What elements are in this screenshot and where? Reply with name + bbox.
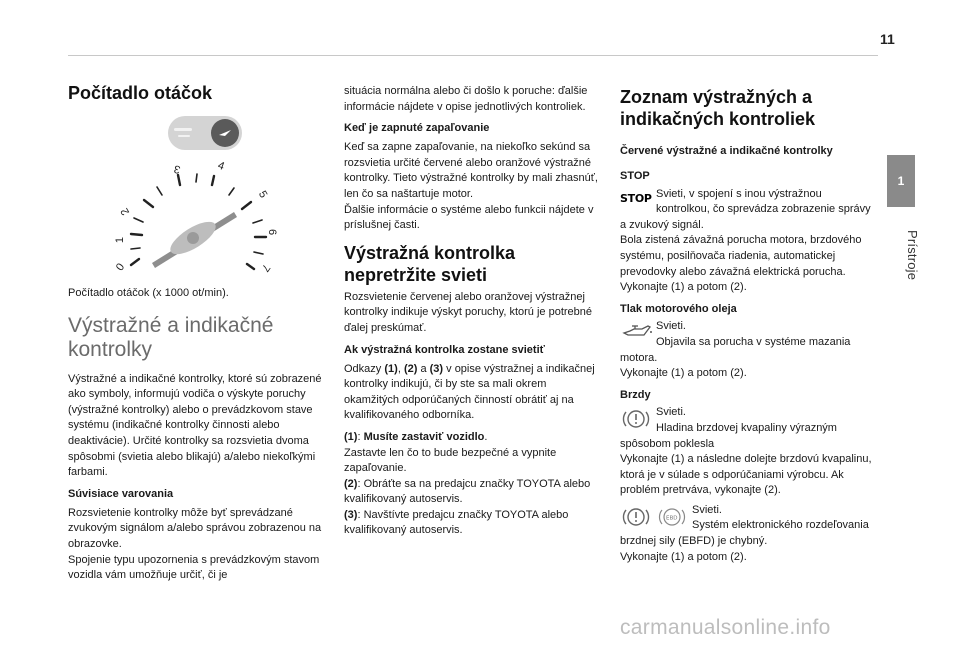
page-number: 11	[880, 31, 895, 47]
gauge-label: 3	[172, 162, 182, 176]
warning-lights-section-title: Výstražné a indikačné kontrolky	[68, 313, 274, 361]
stop-text-inline: Svieti, v spojení s inou výstražnou kontrolkou, čo sprevádza zobrazenie správy a zvukový signál.	[620, 187, 871, 231]
stop-entry	[620, 187, 878, 296]
brakes-heading: Brzdy	[620, 388, 651, 401]
gauge-label: 4	[216, 159, 226, 173]
gauge-label: 1	[114, 236, 126, 244]
stop-icon	[620, 189, 654, 211]
stays-on-pre: Odkazy	[344, 362, 385, 375]
gauge-label: 2	[118, 205, 133, 218]
oil-can-icon	[620, 321, 654, 343]
step-1-period: .	[484, 430, 488, 443]
step-1-label: (1)	[344, 430, 358, 443]
stop-heading: STOP	[620, 170, 650, 182]
stop-text-more: Bola zistená závažná porucha motora, brzdového systému, posilňovača riadenia, automatickej prevodovky alebo závažná elektrická porucha.	[620, 234, 862, 278]
ref-comma: ,	[397, 362, 404, 375]
brakes-text: Hladina brzdovej kvapaliny výrazným spôsobom poklesla	[620, 421, 837, 450]
ref-2: (2)	[403, 362, 418, 375]
oil-on: Svieti.	[656, 320, 686, 333]
brakes-entry	[620, 405, 878, 499]
chapter-tab-label: Prístroje	[905, 230, 920, 281]
ref-1: (1)	[384, 362, 398, 375]
warning-list-title: Zoznam výstražných a indikačných kontroliek	[620, 87, 816, 129]
tachometer-caption: Počítadlo otáčok (x 1000 ot/min).	[68, 287, 229, 299]
step-1-bold: Musíte zastaviť vozidlo	[363, 430, 485, 443]
ebfd-action: Vykonajte (1) a potom (2).	[620, 550, 747, 563]
top-divider	[68, 55, 878, 56]
step-3-label: (3)	[344, 508, 358, 521]
oil-pressure-heading: Tlak motorového oleja	[620, 302, 737, 315]
column-1	[68, 82, 330, 590]
watermark: carmanualsonline.info	[620, 616, 831, 639]
ebfd-text: Systém elektronického rozdeľovania brzdnej sily (EBFD) je chybný.	[620, 519, 869, 548]
related-warnings-text: Rozsvietenie kontrolky môže byť sprevádzané zvukovým signálom a/alebo správou zobrazenou na obrazovke. Spojenie typu upozornenia s prevádzkovým stavom vozidla vám umožňuje určiť, či je	[68, 506, 322, 582]
step-1	[344, 430, 602, 446]
red-lights-subtitle: Červené výstražné a indikačné kontrolky	[620, 145, 833, 157]
oil-action: Vykonajte (1) a potom (2).	[620, 367, 747, 380]
brakes-action: Vykonajte (1) a následne dolejte brzdovú kvapalinu, ktorá je v súlade s odporúčaniami výrobcu. Ak problém pretrváva, vykonajte (2).	[620, 453, 872, 497]
gauge-label: 0	[113, 261, 128, 274]
stays-on-text	[344, 362, 602, 424]
brake-warning-icon	[620, 407, 654, 429]
ebfd-entry	[620, 503, 878, 565]
stop-icon-text: STOP	[620, 191, 652, 205]
continuous-light-title: Výstražná kontrolka nepretržite svieti	[344, 242, 516, 285]
step-1-colon: :	[357, 430, 364, 443]
related-warnings-heading: Súvisiace varovania	[68, 487, 174, 500]
step-2	[344, 477, 602, 508]
tachometer-gauge-icon	[68, 114, 330, 286]
warning-lights-intro: Výstražné a indikačné kontrolky, ktoré sú zobrazené ako symboly, informujú vodiča o výskyte poruchy (výstražné kontrolky) alebo o prevádzkovom stave systému (indikačné kontrolky činnosti alebo deaktivácie). Určité kontrolky sa rozsvietia dvoma spôsobmi (svietia alebo blikajú) a/alebo niekoľkými farbami.	[68, 372, 322, 479]
ref-and: a	[417, 362, 430, 375]
step-3-text: : Navštívte predajcu značky TOYOTA alebo kvalifikovaný autoservis.	[344, 508, 569, 537]
step-1-text: Zastavte len čo to bude bezpečné a vypnite zapaľovanie.	[344, 446, 557, 475]
continuous-light-text: Rozsvietenie červenej alebo oranžovej výstražnej kontrolky indikuje výskyt poruchy, ktorú je potrebné ďalej preskúmať.	[344, 290, 593, 334]
gauge-label: 5	[255, 188, 270, 201]
tachometer-title: Počítadlo otáčok	[68, 83, 213, 103]
gauge-label: 7	[258, 261, 273, 274]
tachometer-illustration	[68, 114, 330, 286]
ebfd-on: Svieti.	[692, 503, 722, 516]
brakes-on: Svieti.	[656, 406, 686, 419]
ebfd-icons	[620, 505, 690, 527]
related-warnings-continued: situácia normálna alebo či došlo k poruche: ďalšie informácie nájdete v opise jednotlivých kontroliek.	[344, 85, 588, 113]
oil-text: Objavila sa porucha v systéme mazania motora.	[620, 335, 851, 364]
step-2-text: : Obráťte sa na predajcu značky TOYOTA alebo kvalifikovaný autoservis.	[344, 477, 591, 506]
column-2	[344, 84, 602, 545]
ref-3: (3)	[429, 362, 444, 375]
stays-on-post: v opise výstražnej a indikačnej kontrolky indikujú, či by ste sa mali okrem okamžitých odporúčaných činností obrátiť aj na kvalifikovaného odborníka.	[344, 362, 595, 422]
oil-pressure-entry	[620, 319, 878, 381]
gauge-label: 6	[266, 228, 278, 236]
ebfd-icon-text: EBD	[666, 515, 678, 522]
column-3	[620, 86, 878, 565]
stays-on-heading: Ak výstražná kontrolka zostane svietiť	[344, 343, 545, 356]
ignition-on-heading: Keď je zapnuté zapaľovanie	[344, 122, 490, 135]
step-3	[344, 508, 602, 539]
stop-action: Vykonajte (1) a potom (2).	[620, 281, 747, 294]
chapter-tab-number[interactable]: 1	[887, 155, 915, 207]
ignition-on-text: Keď sa zapne zapaľovanie, na niekoľko sekúnd sa rozsvietia určité červené alebo oranžové výstražné kontrolky. Tieto výstražné kontrolky by mali zhasnúť, len čo sa naštartuje motor. Ďalšie informácie o systéme alebo funkcii nájdete v príslušnej časti.	[344, 141, 598, 232]
step-2-label: (2)	[344, 477, 358, 490]
